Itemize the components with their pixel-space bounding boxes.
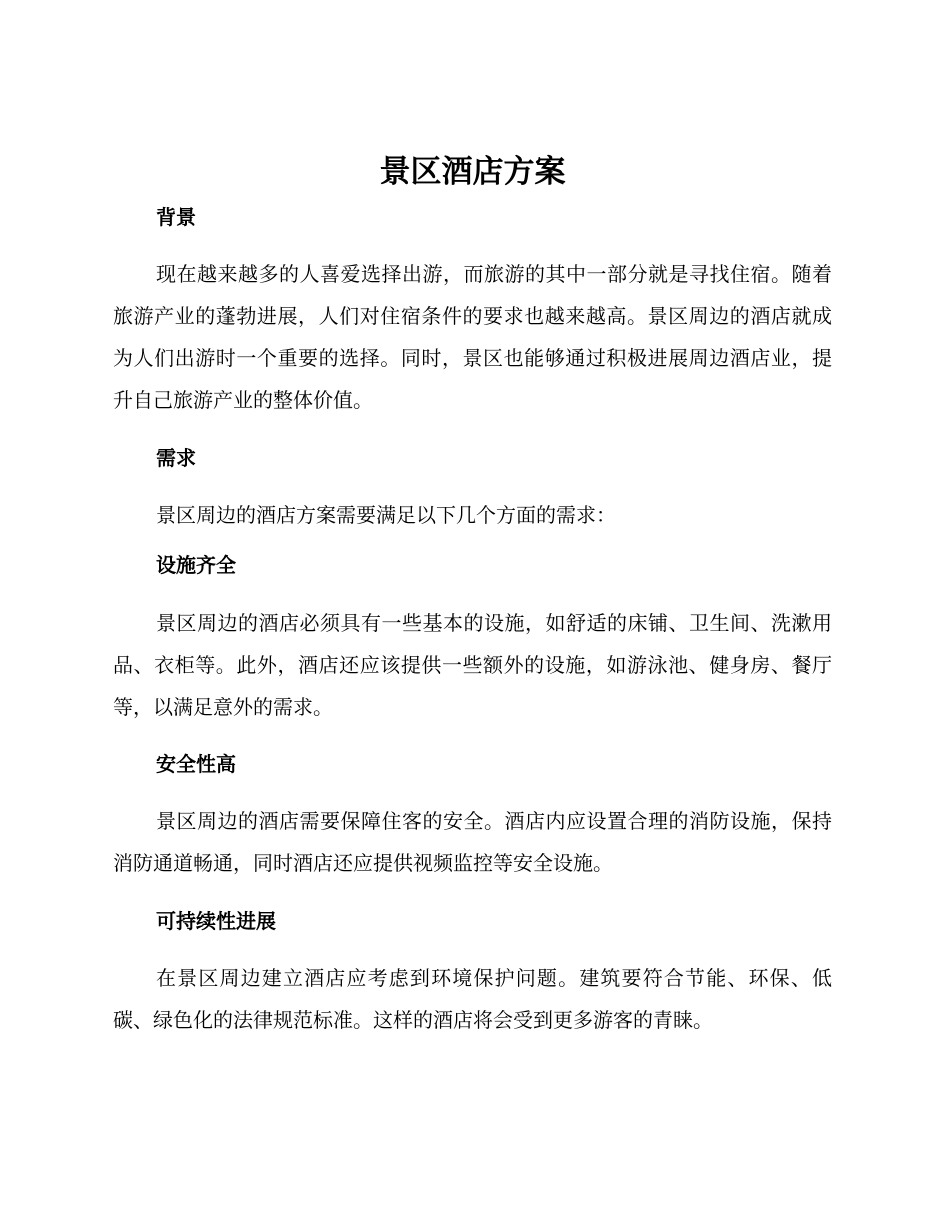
section-heading-sustainability: 可持续性进展 [156, 909, 276, 933]
section-paragraph-requirements: 景区周边的酒店方案需要满足以下几个方面的需求： [156, 503, 616, 527]
section-paragraph-safety: 景区周边的酒店需要保障住客的安全。酒店内应设置合理的消防设施，保持消防通道畅通，同时酒店还应提供视频监控等安全设施。 [113, 809, 832, 875]
document-title: 景区酒店方案 [379, 154, 566, 190]
section-paragraph-sustainability: 在景区周边建立酒店应考虑到环境保护问题。建筑要符合节能、环保、低碳、绿色化的法律规范标准。这样的酒店将会受到更多游客的青睐。 [113, 966, 832, 1032]
section-heading-safety: 安全性高 [156, 752, 236, 776]
section-paragraph-facilities: 景区周边的酒店必须具有一些基本的设施，如舒适的床铺、卫生间、洗漱用品、衣柜等。此外，酒店还应该提供一些额外的设施，如游泳池、健身房、餐厅等，以满足意外的需求。 [113, 611, 832, 719]
section-heading-facilities: 设施齐全 [156, 553, 236, 577]
section-heading-requirements: 需求 [156, 446, 196, 470]
section-heading-background: 背景 [156, 205, 196, 229]
section-paragraph-background: 现在越来越多的人喜爱选择出游，而旅游的其中一部分就是寻找住宿。随着旅游产业的蓬勃进展，人们对住宿条件的要求也越来越高。景区周边的酒店就成为人们出游时一个重要的选择。同时，景区也能够通过积极进展周边酒店业，提升自己旅游产业的整体价值。 [113, 262, 832, 412]
